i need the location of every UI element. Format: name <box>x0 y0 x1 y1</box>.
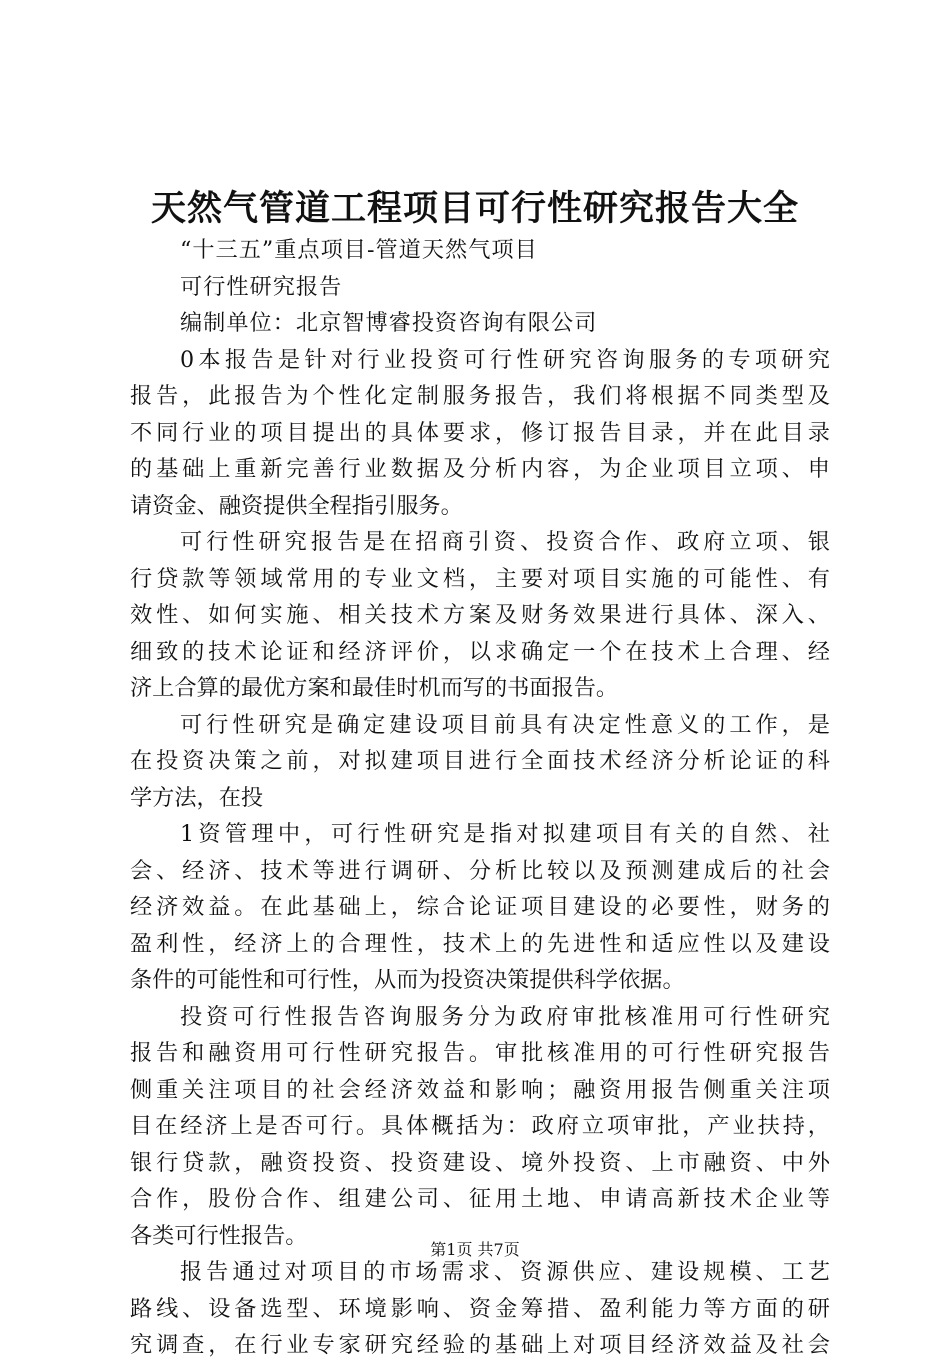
text-line: 合作，股份合作、组建公司、征用土地、申请高新技术企业等 <box>130 1186 830 1212</box>
text-line: 可行性研究报告 <box>180 273 343 300</box>
text-line: 0本报告是针对行业投资可行性研究咨询服务的专项研究 <box>180 346 830 373</box>
text-line: 可行性研究报告是在招商引资、投资合作、政府立项、银 <box>180 529 830 555</box>
text-line: 不同行业的项目提出的具体要求，修订报告目录，并在此目录 <box>130 419 830 446</box>
text-line: 编制单位：北京智博睿投资咨询有限公司 <box>180 310 598 336</box>
text-line: 可行性研究是确定建设项目前具有决定性意义的工作，是 <box>180 711 830 738</box>
text-line: 请资金、融资提供全程指引服务。 <box>130 492 463 519</box>
text-line: 盈利性，经济上的合理性，技术上的先进性和适应性以及建设 <box>130 930 830 957</box>
text-line: 路线、设备选型、环境影响、资金筹措、盈利能力等方面的研 <box>130 1295 830 1322</box>
text-line: 细致的技术论证和经济评价，以求确定一个在技术上合理、经 <box>130 638 830 665</box>
text-line: 银行贷款，融资投资、投资建设、境外投资、上市融资、中外 <box>130 1149 830 1176</box>
text-line: 侧重关注项目的社会经济效益和影响；融资用报告侧重关注项 <box>130 1076 830 1103</box>
text-line: 会、经济、技术等进行调研、分析比较以及预测建成后的社会 <box>130 857 830 884</box>
text-line: 报告，此报告为个性化定制服务报告，我们将根据不同类型及 <box>130 383 830 409</box>
text-line: 1资管理中，可行性研究是指对拟建项目有关的自然、社 <box>180 821 830 847</box>
text-line: 学方法，在投 <box>130 784 264 811</box>
text-line: 行贷款等领域常用的专业文档，主要对项目实施的可能性、有 <box>130 565 830 592</box>
text-line: 的基础上重新完善行业数据及分析内容，为企业项目立项、申 <box>130 456 830 482</box>
text-line: 投资可行性报告咨询服务分为政府审批核准用可行性研究 <box>180 1003 830 1030</box>
text-line: 究调查，在行业专家研究经验的基础上对项目经济效益及社会 <box>130 1332 830 1358</box>
text-line: 济上合算的最优方案和最佳时机而写的书面报告。 <box>130 675 619 701</box>
text-line: 目在经济上是否可行。具体概括为：政府立项审批，产业扶持， <box>130 1113 830 1139</box>
text-line: “十三五”重点项目-管道天然气项目 <box>180 237 538 263</box>
text-line: 各类可行性报告。 <box>130 1222 308 1249</box>
page-footer: 第1页 共7页 <box>430 1240 520 1259</box>
text-line: 条件的可能性和可行性，从而为投资决策提供科学依据。 <box>130 967 685 993</box>
text-line: 报告和融资用可行性研究报告。审批核准用的可行性研究报告 <box>130 1040 830 1066</box>
text-line: 在投资决策之前，对拟建项目进行全面技术经济分析论证的科 <box>130 748 830 774</box>
document-title: 天然气管道工程项目可行性研究报告大全 <box>150 188 799 229</box>
document-body <box>130 232 830 1364</box>
text-line: 经济效益。在此基础上，综合论证项目建设的必要性，财务的 <box>130 894 830 920</box>
text-line: 效性、如何实施、相关技术方案及财务效果进行具体、深入、 <box>130 602 830 628</box>
text-line: 报告通过对项目的市场需求、资源供应、建设规模、工艺 <box>180 1259 830 1285</box>
